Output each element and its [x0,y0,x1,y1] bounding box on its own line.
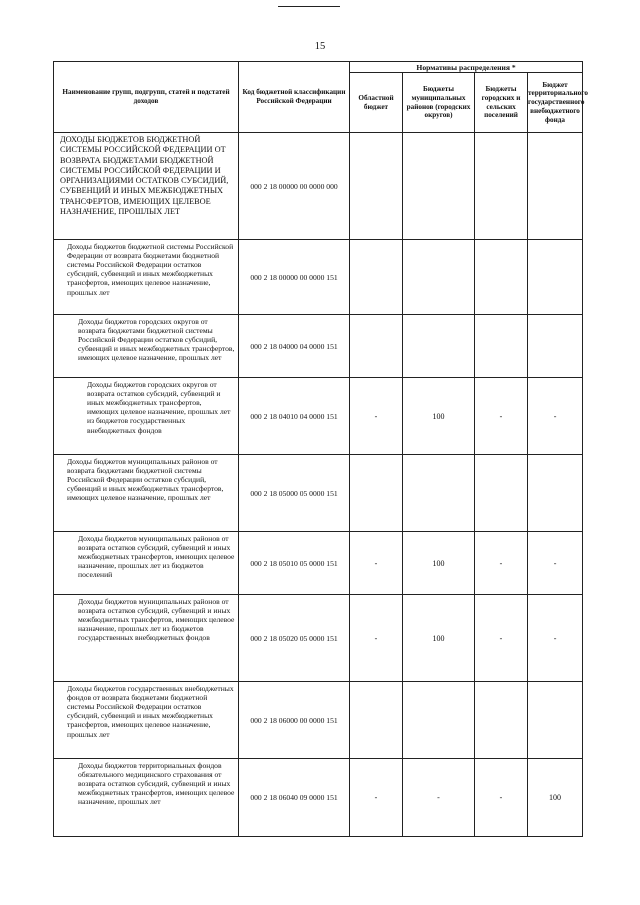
row-fund: - [528,378,583,455]
page-number: 15 [314,41,326,52]
row-settlements: - [475,532,528,595]
row-name: Доходы бюджетов территориальных фондов обязательного медицинского страхования от возврата остатков субсидий, субвенций и иных межбюджетных трансфертов, имеющих целевое назначение, прошлых лет [54,759,239,837]
table-row [54,240,583,315]
row-regional [350,682,403,759]
table-row [54,682,583,759]
row-settlements [475,455,528,532]
row-name: Доходы бюджетов городских округов от возврата бюджетами бюджетной системы Российской Федерации остатков субсидий, субвенций и иных межбюджетных трансфертов, имеющих целевое назначение, прошлых лет [54,315,239,378]
row-name: ДОХОДЫ БЮДЖЕТОВ БЮДЖЕТНОЙ СИСТЕМЫ РОССИЙСКОЙ ФЕДЕРАЦИИ ОТ ВОЗВРАТА БЮДЖЕТАМИ БЮДЖЕТНОЙ СИСТЕМЫ РОССИЙСКОЙ ФЕДЕРАЦИИ И ОРГАНИЗАЦИЯМИ ОСТАТКОВ СУБСИДИЙ, СУБВЕНЦИЙ И ИНЫХ МЕЖБЮДЖЕТНЫХ ТРАНСФЕРТОВ, ИМЕЮЩИХ ЦЕЛЕВОЕ НАЗНАЧЕНИЕ, ПРОШЛЫХ ЛЕТ [54,133,239,240]
row-name: Доходы бюджетов городских округов от возврата остатков субсидий, субвенций и иных межбюджетных трансфертов, имеющих целевое назначение, прошлых лет из бюджетов государственных внебюджетных фондов [54,378,239,455]
row-fund: 100 [528,759,583,837]
table-row [54,759,583,837]
table-row [54,133,583,240]
row-name: Доходы бюджетов муниципальных районов от возврата остатков субсидий, субвенций и иных межбюджетных трансфертов, имеющих целевое назначение, прошлых лет из бюджетов государственных внебюджетных фондов [54,595,239,682]
row-fund [528,315,583,378]
row-regional: - [350,378,403,455]
row-regional: - [350,532,403,595]
row-municipal [403,455,475,532]
row-fund [528,240,583,315]
table-row [54,532,583,595]
row-code: 000 2 18 00000 00 0000 000 [239,133,350,240]
row-code: 000 2 18 04000 04 0000 151 [239,315,350,378]
distribution-table [53,61,588,837]
row-name: Доходы бюджетов государственных внебюджетных фондов от возврата бюджетами бюджетной системы Российской Федерации остатков субсидий, субвенций и иных межбюджетных трансфертов, имеющих целевое назначение, прошлых лет [54,682,239,759]
row-fund: - [528,595,583,682]
row-code: 000 2 18 06000 00 0000 151 [239,682,350,759]
row-fund [528,133,583,240]
row-regional [350,455,403,532]
row-municipal [403,315,475,378]
row-settlements [475,133,528,240]
header-settlements: Бюджеты городских и сельских поселений [475,73,528,133]
row-settlements: - [475,595,528,682]
top-rule [278,6,340,7]
row-fund [528,455,583,532]
row-fund: - [528,532,583,595]
row-name: Доходы бюджетов бюджетной системы Российской Федерации от возврата бюджетами бюджетной системы Российской Федерации остатков субсидий, субвенций и иных межбюджетных трансфертов, имеющих целевое назначение, прошлых лет [54,240,239,315]
row-regional [350,315,403,378]
row-code: 000 2 18 04010 04 0000 151 [239,378,350,455]
row-code: 000 2 18 05000 05 0000 151 [239,455,350,532]
row-municipal: 100 [403,595,475,682]
row-code: 000 2 18 05010 05 0000 151 [239,532,350,595]
row-code: 000 2 18 06040 09 0000 151 [239,759,350,837]
row-name: Доходы бюджетов муниципальных районов от возврата остатков субсидий, субвенций и иных межбюджетных трансфертов, имеющих целевое назначение, прошлых лет из бюджетов поселений [54,532,239,595]
table-row [54,378,583,455]
row-code: 000 2 18 05020 05 0000 151 [239,595,350,682]
row-municipal [403,240,475,315]
header-normatives: Нормативы распределения * [350,62,583,73]
table-row [54,315,583,378]
row-settlements: - [475,759,528,837]
row-settlements [475,682,528,759]
row-municipal: - [403,759,475,837]
row-fund [528,682,583,759]
row-code: 000 2 18 00000 00 0000 151 [239,240,350,315]
row-municipal [403,682,475,759]
header-name: Наименование групп, подгрупп, статей и подстатей доходов [54,62,239,133]
table-row [54,595,583,682]
row-regional: - [350,595,403,682]
row-regional: - [350,759,403,837]
row-settlements [475,240,528,315]
row-settlements [475,315,528,378]
row-municipal: 100 [403,532,475,595]
header-fund: Бюджет территориального государственного внебюджетного фонда [528,73,583,133]
row-regional [350,133,403,240]
table-row [54,455,583,532]
row-name: Доходы бюджетов муниципальных районов от возврата бюджетами бюджетной системы Российской Федерации остатков субсидий, субвенций и иных межбюджетных трансфертов, имеющих целевое назначение, прошлых лет [54,455,239,532]
row-settlements: - [475,378,528,455]
header-municipal: Бюджеты муниципальных районов (городских округов) [403,73,475,133]
header-code: Код бюджетной классификации Российской Федерации [239,62,350,133]
row-municipal: 100 [403,378,475,455]
row-regional [350,240,403,315]
row-municipal [403,133,475,240]
header-regional: Областной бюджет [350,73,403,133]
